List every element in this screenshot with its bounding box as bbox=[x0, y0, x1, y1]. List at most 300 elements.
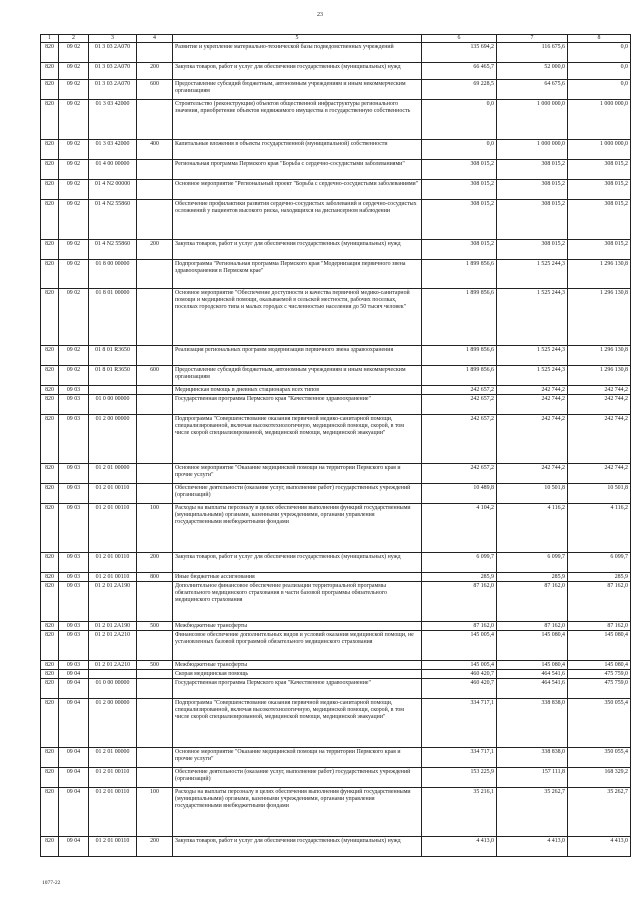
agency-code-cell: 820 bbox=[41, 670, 59, 679]
target-article-cell: 01 4 N2 55860 bbox=[89, 200, 137, 240]
amount-2024-cell: 1 296 130,8 bbox=[568, 260, 631, 289]
table-row bbox=[41, 837, 631, 857]
amount-2024-cell: 308 015,2 bbox=[568, 200, 631, 240]
section-code-cell: 09 03 bbox=[59, 504, 89, 553]
amount-2024-cell: 4 413,0 bbox=[568, 837, 631, 857]
description-cell: Закупка товаров, работ и услуг для обеспечения государственных (муниципальных) нужд bbox=[173, 63, 422, 80]
amount-2023-cell: 464 541,6 bbox=[497, 679, 568, 699]
description-cell: Расходы на выплаты персоналу в целях обеспечения выполнения функций государственными (муниципальными) органами, казенными учреждениями, органами управления государственными внебюджетными фондами bbox=[173, 788, 422, 837]
table-row bbox=[41, 160, 631, 180]
amount-2023-cell: 1 000 000,0 bbox=[497, 140, 568, 160]
expense-type-cell bbox=[137, 699, 173, 748]
agency-code-cell: 820 bbox=[41, 180, 59, 200]
section-code-cell: 09 03 bbox=[59, 582, 89, 622]
section-code-cell: 09 02 bbox=[59, 200, 89, 240]
table-row bbox=[41, 289, 631, 346]
expense-type-cell: 200 bbox=[137, 240, 173, 260]
amount-2022-cell: 145 005,4 bbox=[422, 631, 497, 661]
amount-2024-cell: 285,9 bbox=[568, 573, 631, 582]
amount-2023-cell: 157 111,8 bbox=[497, 768, 568, 788]
amount-2022-cell: 334 717,1 bbox=[422, 699, 497, 748]
amount-2024-cell: 145 080,4 bbox=[568, 661, 631, 670]
amount-2022-cell: 1 899 856,6 bbox=[422, 366, 497, 386]
description-cell: Подпрограмма "Региональная программа Пермского края "Модернизация первичного звена здравоохранения в Пермском крае" bbox=[173, 260, 422, 289]
amount-2024-cell: 1 000 000,0 bbox=[568, 100, 631, 140]
amount-2024-cell: 0,0 bbox=[568, 80, 631, 100]
table-row bbox=[41, 553, 631, 573]
footer-code: 1077-22 bbox=[42, 880, 61, 886]
amount-2022-cell: 308 015,2 bbox=[422, 200, 497, 240]
amount-2024-cell: 4 116,2 bbox=[568, 504, 631, 553]
amount-2024-cell: 1 296 130,8 bbox=[568, 289, 631, 346]
table-body bbox=[41, 43, 631, 857]
agency-code-cell: 820 bbox=[41, 504, 59, 553]
section-code-cell: 09 02 bbox=[59, 80, 89, 100]
expense-type-cell: 200 bbox=[137, 837, 173, 857]
expense-type-cell bbox=[137, 670, 173, 679]
amount-2022-cell: 1 899 856,6 bbox=[422, 289, 497, 346]
header-cell: 2 bbox=[59, 35, 89, 43]
amount-2023-cell: 242 744,2 bbox=[497, 464, 568, 484]
target-article-cell: 01 2 00 00000 bbox=[89, 415, 137, 464]
amount-2022-cell: 242 657,2 bbox=[422, 464, 497, 484]
amount-2024-cell: 6 099,7 bbox=[568, 553, 631, 573]
target-article-cell: 01 2 01 2А190 bbox=[89, 582, 137, 622]
section-code-cell: 09 02 bbox=[59, 180, 89, 200]
description-cell: Закупка товаров, работ и услуг для обеспечения государственных (муниципальных) нужд bbox=[173, 240, 422, 260]
description-cell: Государственная программа Пермского края "Качественное здравоохранение" bbox=[173, 395, 422, 415]
agency-code-cell: 820 bbox=[41, 582, 59, 622]
expense-type-cell bbox=[137, 289, 173, 346]
description-cell: Государственная программа Пермского края "Качественное здравоохранение" bbox=[173, 679, 422, 699]
amount-2023-cell: 145 080,4 bbox=[497, 631, 568, 661]
agency-code-cell: 820 bbox=[41, 346, 59, 366]
agency-code-cell: 820 bbox=[41, 63, 59, 80]
amount-2024-cell: 87 162,0 bbox=[568, 582, 631, 622]
section-code-cell: 09 02 bbox=[59, 140, 89, 160]
header-cell: 8 bbox=[568, 35, 631, 43]
table-row bbox=[41, 140, 631, 160]
amount-2023-cell: 464 541,6 bbox=[497, 670, 568, 679]
amount-2022-cell: 4 413,0 bbox=[422, 837, 497, 857]
amount-2024-cell: 475 759,0 bbox=[568, 670, 631, 679]
target-article-cell: 01 2 01 2А210 bbox=[89, 631, 137, 661]
agency-code-cell: 820 bbox=[41, 260, 59, 289]
expense-type-cell: 500 bbox=[137, 622, 173, 631]
description-cell: Капитальные вложения в объекты государственной (муниципальной) собственности bbox=[173, 140, 422, 160]
expense-type-cell bbox=[137, 679, 173, 699]
amount-2022-cell: 1 899 856,6 bbox=[422, 260, 497, 289]
amount-2022-cell: 87 162,0 bbox=[422, 582, 497, 622]
amount-2024-cell: 0,0 bbox=[568, 43, 631, 63]
table-row bbox=[41, 484, 631, 504]
agency-code-cell: 820 bbox=[41, 160, 59, 180]
target-article-cell: 01 3 03 42000 bbox=[89, 140, 137, 160]
description-cell: Строительство (реконструкция) объектов общественной инфраструктуры регионального значения, приобретение объектов недвижимого имущества в государственную собственность bbox=[173, 100, 422, 140]
amount-2022-cell: 10 489,8 bbox=[422, 484, 497, 504]
amount-2023-cell: 308 015,2 bbox=[497, 240, 568, 260]
table-row bbox=[41, 386, 631, 395]
amount-2023-cell: 338 838,0 bbox=[497, 748, 568, 768]
table-row bbox=[41, 415, 631, 464]
section-code-cell: 09 04 bbox=[59, 837, 89, 857]
section-code-cell: 09 02 bbox=[59, 240, 89, 260]
amount-2022-cell: 87 162,0 bbox=[422, 622, 497, 631]
amount-2023-cell: 145 080,4 bbox=[497, 661, 568, 670]
section-code-cell: 09 03 bbox=[59, 386, 89, 395]
table-row bbox=[41, 395, 631, 415]
amount-2023-cell: 116 675,6 bbox=[497, 43, 568, 63]
amount-2023-cell: 52 000,0 bbox=[497, 63, 568, 80]
agency-code-cell: 820 bbox=[41, 80, 59, 100]
section-code-cell: 09 03 bbox=[59, 484, 89, 504]
description-cell: Межбюджетные трансферты bbox=[173, 661, 422, 670]
target-article-cell: 01 2 01 00110 bbox=[89, 837, 137, 857]
section-code-cell: 09 04 bbox=[59, 748, 89, 768]
description-cell: Основное мероприятие "Оказание медицинской помощи на территории Пермского края и прочие услуги" bbox=[173, 748, 422, 768]
expense-type-cell: 100 bbox=[137, 504, 173, 553]
description-cell: Предоставление субсидий бюджетным, автономным учреждениям и иным некоммерческим организациям bbox=[173, 366, 422, 386]
amount-2023-cell: 10 501,8 bbox=[497, 484, 568, 504]
table-row bbox=[41, 100, 631, 140]
target-article-cell: 01 4 N2 55860 bbox=[89, 240, 137, 260]
target-article-cell: 01 2 01 2А210 bbox=[89, 661, 137, 670]
description-cell: Обеспечение деятельности (оказание услуг, выполнение работ) государственных учреждений (организаций) bbox=[173, 768, 422, 788]
expense-type-cell bbox=[137, 386, 173, 395]
table-row bbox=[41, 573, 631, 582]
description-cell: Медицинская помощь в дневных стационарах всех типов bbox=[173, 386, 422, 395]
amount-2024-cell: 1 296 130,8 bbox=[568, 366, 631, 386]
amount-2023-cell: 308 015,2 bbox=[497, 180, 568, 200]
target-article-cell: 01 2 01 00110 bbox=[89, 573, 137, 582]
amount-2022-cell: 145 005,4 bbox=[422, 661, 497, 670]
table-row bbox=[41, 582, 631, 622]
description-cell: Финансовое обеспечение дополнительных видов и условий оказания медицинской помощи, не установленных базовой программой обязательного медицинского страхования bbox=[173, 631, 422, 661]
agency-code-cell: 820 bbox=[41, 415, 59, 464]
agency-code-cell: 820 bbox=[41, 631, 59, 661]
amount-2024-cell: 350 055,4 bbox=[568, 748, 631, 768]
amount-2023-cell: 338 838,0 bbox=[497, 699, 568, 748]
table-row bbox=[41, 670, 631, 679]
amount-2023-cell: 285,9 bbox=[497, 573, 568, 582]
expense-type-cell bbox=[137, 768, 173, 788]
expense-type-cell bbox=[137, 260, 173, 289]
description-cell: Дополнительное финансовое обеспечение реализации территориальной программы обязательного медицинского страхования в части базовой программы обязательного медицинского страхования bbox=[173, 582, 422, 622]
page-number: 23 bbox=[317, 12, 323, 18]
amount-2024-cell: 0,0 bbox=[568, 63, 631, 80]
section-code-cell: 09 03 bbox=[59, 573, 89, 582]
target-article-cell: 01 8 01 R3650 bbox=[89, 366, 137, 386]
table-row bbox=[41, 366, 631, 386]
agency-code-cell: 820 bbox=[41, 699, 59, 748]
amount-2024-cell: 475 759,0 bbox=[568, 679, 631, 699]
expense-type-cell: 200 bbox=[137, 553, 173, 573]
amount-2022-cell: 0,0 bbox=[422, 140, 497, 160]
expense-type-cell: 100 bbox=[137, 788, 173, 837]
expense-type-cell bbox=[137, 160, 173, 180]
amount-2024-cell: 308 015,2 bbox=[568, 160, 631, 180]
amount-2022-cell: 285,9 bbox=[422, 573, 497, 582]
amount-2024-cell: 242 744,2 bbox=[568, 386, 631, 395]
target-article-cell: 01 2 01 2А190 bbox=[89, 622, 137, 631]
section-code-cell: 09 03 bbox=[59, 415, 89, 464]
amount-2022-cell: 308 015,2 bbox=[422, 180, 497, 200]
amount-2023-cell: 1 525 244,3 bbox=[497, 346, 568, 366]
header-cell: 6 bbox=[422, 35, 497, 43]
description-cell: Скорая медицинская помощь bbox=[173, 670, 422, 679]
expense-type-cell bbox=[137, 748, 173, 768]
expense-type-cell bbox=[137, 582, 173, 622]
amount-2023-cell: 87 162,0 bbox=[497, 582, 568, 622]
section-code-cell: 09 03 bbox=[59, 553, 89, 573]
description-cell: Основное мероприятие "Обеспечение доступности и качества первичной медико-санитарной помощи и медицинской помощи, оказываемой в сельской местности, рабочих поселках, поселках городского типа и малых городах с численностью населения до 50 тысяч человек" bbox=[173, 289, 422, 346]
section-code-cell: 09 04 bbox=[59, 788, 89, 837]
amount-2023-cell: 1 000 000,0 bbox=[497, 100, 568, 140]
agency-code-cell: 820 bbox=[41, 661, 59, 670]
agency-code-cell: 820 bbox=[41, 200, 59, 240]
target-article-cell: 01 8 01 R3650 bbox=[89, 346, 137, 366]
agency-code-cell: 820 bbox=[41, 679, 59, 699]
amount-2022-cell: 242 657,2 bbox=[422, 395, 497, 415]
expense-type-cell: 400 bbox=[137, 140, 173, 160]
agency-code-cell: 820 bbox=[41, 768, 59, 788]
agency-code-cell: 820 bbox=[41, 240, 59, 260]
section-code-cell: 09 03 bbox=[59, 622, 89, 631]
section-code-cell: 09 02 bbox=[59, 366, 89, 386]
target-article-cell: 01 8 01 00000 bbox=[89, 289, 137, 346]
agency-code-cell: 820 bbox=[41, 484, 59, 504]
amount-2022-cell: 0,0 bbox=[422, 100, 497, 140]
table-row bbox=[41, 631, 631, 661]
amount-2024-cell: 168 329,2 bbox=[568, 768, 631, 788]
section-code-cell: 09 02 bbox=[59, 63, 89, 80]
table-row bbox=[41, 43, 631, 63]
section-code-cell: 09 02 bbox=[59, 43, 89, 63]
table-row bbox=[41, 622, 631, 631]
amount-2023-cell: 64 675,6 bbox=[497, 80, 568, 100]
amount-2024-cell: 35 262,7 bbox=[568, 788, 631, 837]
target-article-cell: 01 8 00 00000 bbox=[89, 260, 137, 289]
section-code-cell: 09 02 bbox=[59, 260, 89, 289]
section-code-cell: 09 02 bbox=[59, 346, 89, 366]
amount-2024-cell: 242 744,2 bbox=[568, 415, 631, 464]
description-cell: Предоставление субсидий бюджетным, автономным учреждениям и иным некоммерческим организациям bbox=[173, 80, 422, 100]
description-cell: Расходы на выплаты персоналу в целях обеспечения выполнения функций государственными (муниципальными) органами, казенными учреждениями, органами управления государственными внебюджетными фондами bbox=[173, 504, 422, 553]
agency-code-cell: 820 bbox=[41, 140, 59, 160]
target-article-cell: 01 3 03 2А070 bbox=[89, 63, 137, 80]
section-code-cell: 09 04 bbox=[59, 670, 89, 679]
expense-type-cell: 500 bbox=[137, 661, 173, 670]
agency-code-cell: 820 bbox=[41, 100, 59, 140]
amount-2022-cell: 334 717,1 bbox=[422, 748, 497, 768]
amount-2024-cell: 87 162,0 bbox=[568, 622, 631, 631]
agency-code-cell: 820 bbox=[41, 837, 59, 857]
table-row bbox=[41, 180, 631, 200]
agency-code-cell: 820 bbox=[41, 366, 59, 386]
target-article-cell bbox=[89, 386, 137, 395]
section-code-cell: 09 02 bbox=[59, 100, 89, 140]
header-cell: 1 bbox=[41, 35, 59, 43]
table-row bbox=[41, 80, 631, 100]
expense-type-cell bbox=[137, 464, 173, 484]
table-header-row bbox=[41, 35, 631, 43]
description-cell: Обеспечение деятельности (оказание услуг, выполнение работ) государственных учреждений (организаций) bbox=[173, 484, 422, 504]
amount-2022-cell: 460 420,7 bbox=[422, 679, 497, 699]
amount-2023-cell: 308 015,2 bbox=[497, 160, 568, 180]
amount-2022-cell: 69 228,5 bbox=[422, 80, 497, 100]
table-row bbox=[41, 464, 631, 484]
amount-2022-cell: 4 104,2 bbox=[422, 504, 497, 553]
amount-2024-cell: 242 744,2 bbox=[568, 395, 631, 415]
amount-2024-cell: 242 744,2 bbox=[568, 464, 631, 484]
section-code-cell: 09 04 bbox=[59, 768, 89, 788]
agency-code-cell: 820 bbox=[41, 573, 59, 582]
target-article-cell bbox=[89, 670, 137, 679]
section-code-cell: 09 03 bbox=[59, 395, 89, 415]
table-row bbox=[41, 240, 631, 260]
header-cell: 7 bbox=[497, 35, 568, 43]
agency-code-cell: 820 bbox=[41, 395, 59, 415]
section-code-cell: 09 03 bbox=[59, 464, 89, 484]
section-code-cell: 09 03 bbox=[59, 631, 89, 661]
table-row bbox=[41, 346, 631, 366]
amount-2024-cell: 1 000 000,0 bbox=[568, 140, 631, 160]
table-row bbox=[41, 260, 631, 289]
amount-2023-cell: 1 525 244,3 bbox=[497, 289, 568, 346]
agency-code-cell: 820 bbox=[41, 788, 59, 837]
table-row bbox=[41, 788, 631, 837]
expense-type-cell: 200 bbox=[137, 63, 173, 80]
amount-2022-cell: 242 657,2 bbox=[422, 386, 497, 395]
expense-type-cell: 600 bbox=[137, 366, 173, 386]
target-article-cell: 01 2 01 00110 bbox=[89, 553, 137, 573]
target-article-cell: 01 2 01 00110 bbox=[89, 788, 137, 837]
expense-type-cell bbox=[137, 415, 173, 464]
section-code-cell: 09 04 bbox=[59, 679, 89, 699]
agency-code-cell: 820 bbox=[41, 464, 59, 484]
header-cell: 4 bbox=[137, 35, 173, 43]
amount-2022-cell: 66 465,7 bbox=[422, 63, 497, 80]
agency-code-cell: 820 bbox=[41, 748, 59, 768]
agency-code-cell: 820 bbox=[41, 289, 59, 346]
amount-2022-cell: 35 216,1 bbox=[422, 788, 497, 837]
target-article-cell: 01 0 00 00000 bbox=[89, 395, 137, 415]
amount-2023-cell: 308 015,2 bbox=[497, 200, 568, 240]
header-cell: 3 bbox=[89, 35, 137, 43]
table-row bbox=[41, 699, 631, 748]
amount-2023-cell: 242 744,2 bbox=[497, 415, 568, 464]
target-article-cell: 01 3 03 2А070 bbox=[89, 43, 137, 63]
description-cell: Обеспечение профилактики развития сердечно-сосудистых заболеваний и сердечно-сосудистых осложнений у пациентов высокого риска, находящихся на диспансерном наблюдении bbox=[173, 200, 422, 240]
target-article-cell: 01 2 01 00110 bbox=[89, 484, 137, 504]
amount-2023-cell: 4 116,2 bbox=[497, 504, 568, 553]
expense-type-cell bbox=[137, 200, 173, 240]
target-article-cell: 01 0 00 00000 bbox=[89, 679, 137, 699]
target-article-cell: 01 4 N2 00000 bbox=[89, 180, 137, 200]
header-cell: 5 bbox=[173, 35, 422, 43]
table-row bbox=[41, 504, 631, 553]
expense-type-cell: 800 bbox=[137, 573, 173, 582]
expense-type-cell bbox=[137, 100, 173, 140]
description-cell: Основное мероприятие "Региональный проект "Борьба с сердечно-сосудистыми заболеваниями" bbox=[173, 180, 422, 200]
description-cell: Межбюджетные трансферты bbox=[173, 622, 422, 631]
table-row bbox=[41, 200, 631, 240]
amount-2024-cell: 10 501,8 bbox=[568, 484, 631, 504]
amount-2022-cell: 308 015,2 bbox=[422, 240, 497, 260]
description-cell: Основное мероприятие "Оказание медицинской помощи на территории Пермского края и прочие услуги" bbox=[173, 464, 422, 484]
amount-2023-cell: 1 525 244,3 bbox=[497, 366, 568, 386]
amount-2022-cell: 135 694,2 bbox=[422, 43, 497, 63]
section-code-cell: 09 04 bbox=[59, 699, 89, 748]
amount-2024-cell: 308 015,2 bbox=[568, 180, 631, 200]
amount-2022-cell: 242 657,2 bbox=[422, 415, 497, 464]
amount-2023-cell: 242 744,2 bbox=[497, 386, 568, 395]
table-row bbox=[41, 748, 631, 768]
amount-2023-cell: 87 162,0 bbox=[497, 622, 568, 631]
section-code-cell: 09 03 bbox=[59, 661, 89, 670]
target-article-cell: 01 3 03 42000 bbox=[89, 100, 137, 140]
amount-2022-cell: 308 015,2 bbox=[422, 160, 497, 180]
description-cell: Подпрограмма "Совершенствование оказания первичной медико-санитарной помощи, специализированной, включая высокотехнологичную, медицинской помощи, скорой, в том числе скорой специализированной, медицинской помощи, медицинской эвакуации" bbox=[173, 699, 422, 748]
target-article-cell: 01 2 00 00000 bbox=[89, 699, 137, 748]
agency-code-cell: 820 bbox=[41, 386, 59, 395]
table-row bbox=[41, 63, 631, 80]
amount-2023-cell: 4 413,0 bbox=[497, 837, 568, 857]
section-code-cell: 09 02 bbox=[59, 160, 89, 180]
expense-type-cell bbox=[137, 180, 173, 200]
amount-2022-cell: 6 099,7 bbox=[422, 553, 497, 573]
target-article-cell: 01 3 03 2А070 bbox=[89, 80, 137, 100]
table-row bbox=[41, 768, 631, 788]
agency-code-cell: 820 bbox=[41, 553, 59, 573]
amount-2024-cell: 308 015,2 bbox=[568, 240, 631, 260]
target-article-cell: 01 2 01 00110 bbox=[89, 768, 137, 788]
target-article-cell: 01 4 00 00000 bbox=[89, 160, 137, 180]
amount-2022-cell: 153 225,9 bbox=[422, 768, 497, 788]
amount-2023-cell: 35 262,7 bbox=[497, 788, 568, 837]
expense-type-cell bbox=[137, 346, 173, 366]
target-article-cell: 01 2 01 00000 bbox=[89, 464, 137, 484]
budget-table bbox=[40, 34, 631, 857]
amount-2022-cell: 1 899 856,6 bbox=[422, 346, 497, 366]
description-cell: Региональная программа Пермского края "Борьба с сердечно-сосудистыми заболеваниями" bbox=[173, 160, 422, 180]
agency-code-cell: 820 bbox=[41, 43, 59, 63]
expense-type-cell bbox=[137, 43, 173, 63]
description-cell: Реализация региональных программ модернизации первичного звена здравоохранения bbox=[173, 346, 422, 366]
amount-2024-cell: 145 080,4 bbox=[568, 631, 631, 661]
amount-2023-cell: 6 099,7 bbox=[497, 553, 568, 573]
description-cell: Подпрограмма "Совершенствование оказания первичной медико-санитарной помощи, специализированной, включая высокотехнологичную, медицинской помощи, скорой, в том числе скорой специализированной, медицинской помощи, медицинской эвакуации" bbox=[173, 415, 422, 464]
table-row bbox=[41, 679, 631, 699]
amount-2024-cell: 1 296 130,8 bbox=[568, 346, 631, 366]
table-row bbox=[41, 661, 631, 670]
expense-type-cell bbox=[137, 631, 173, 661]
description-cell: Развитие и укрепление материально-технической базы подведомственных учреждений bbox=[173, 43, 422, 63]
description-cell: Закупка товаров, работ и услуг для обеспечения государственных (муниципальных) нужд bbox=[173, 553, 422, 573]
amount-2024-cell: 350 055,4 bbox=[568, 699, 631, 748]
expense-type-cell bbox=[137, 484, 173, 504]
amount-2023-cell: 1 525 244,3 bbox=[497, 260, 568, 289]
target-article-cell: 01 2 01 00000 bbox=[89, 748, 137, 768]
expense-type-cell bbox=[137, 395, 173, 415]
agency-code-cell: 820 bbox=[41, 622, 59, 631]
amount-2022-cell: 460 420,7 bbox=[422, 670, 497, 679]
description-cell: Закупка товаров, работ и услуг для обеспечения государственных (муниципальных) нужд bbox=[173, 837, 422, 857]
target-article-cell: 01 2 01 00110 bbox=[89, 504, 137, 553]
section-code-cell: 09 02 bbox=[59, 289, 89, 346]
expense-type-cell: 600 bbox=[137, 80, 173, 100]
description-cell: Иные бюджетные ассигнования bbox=[173, 573, 422, 582]
